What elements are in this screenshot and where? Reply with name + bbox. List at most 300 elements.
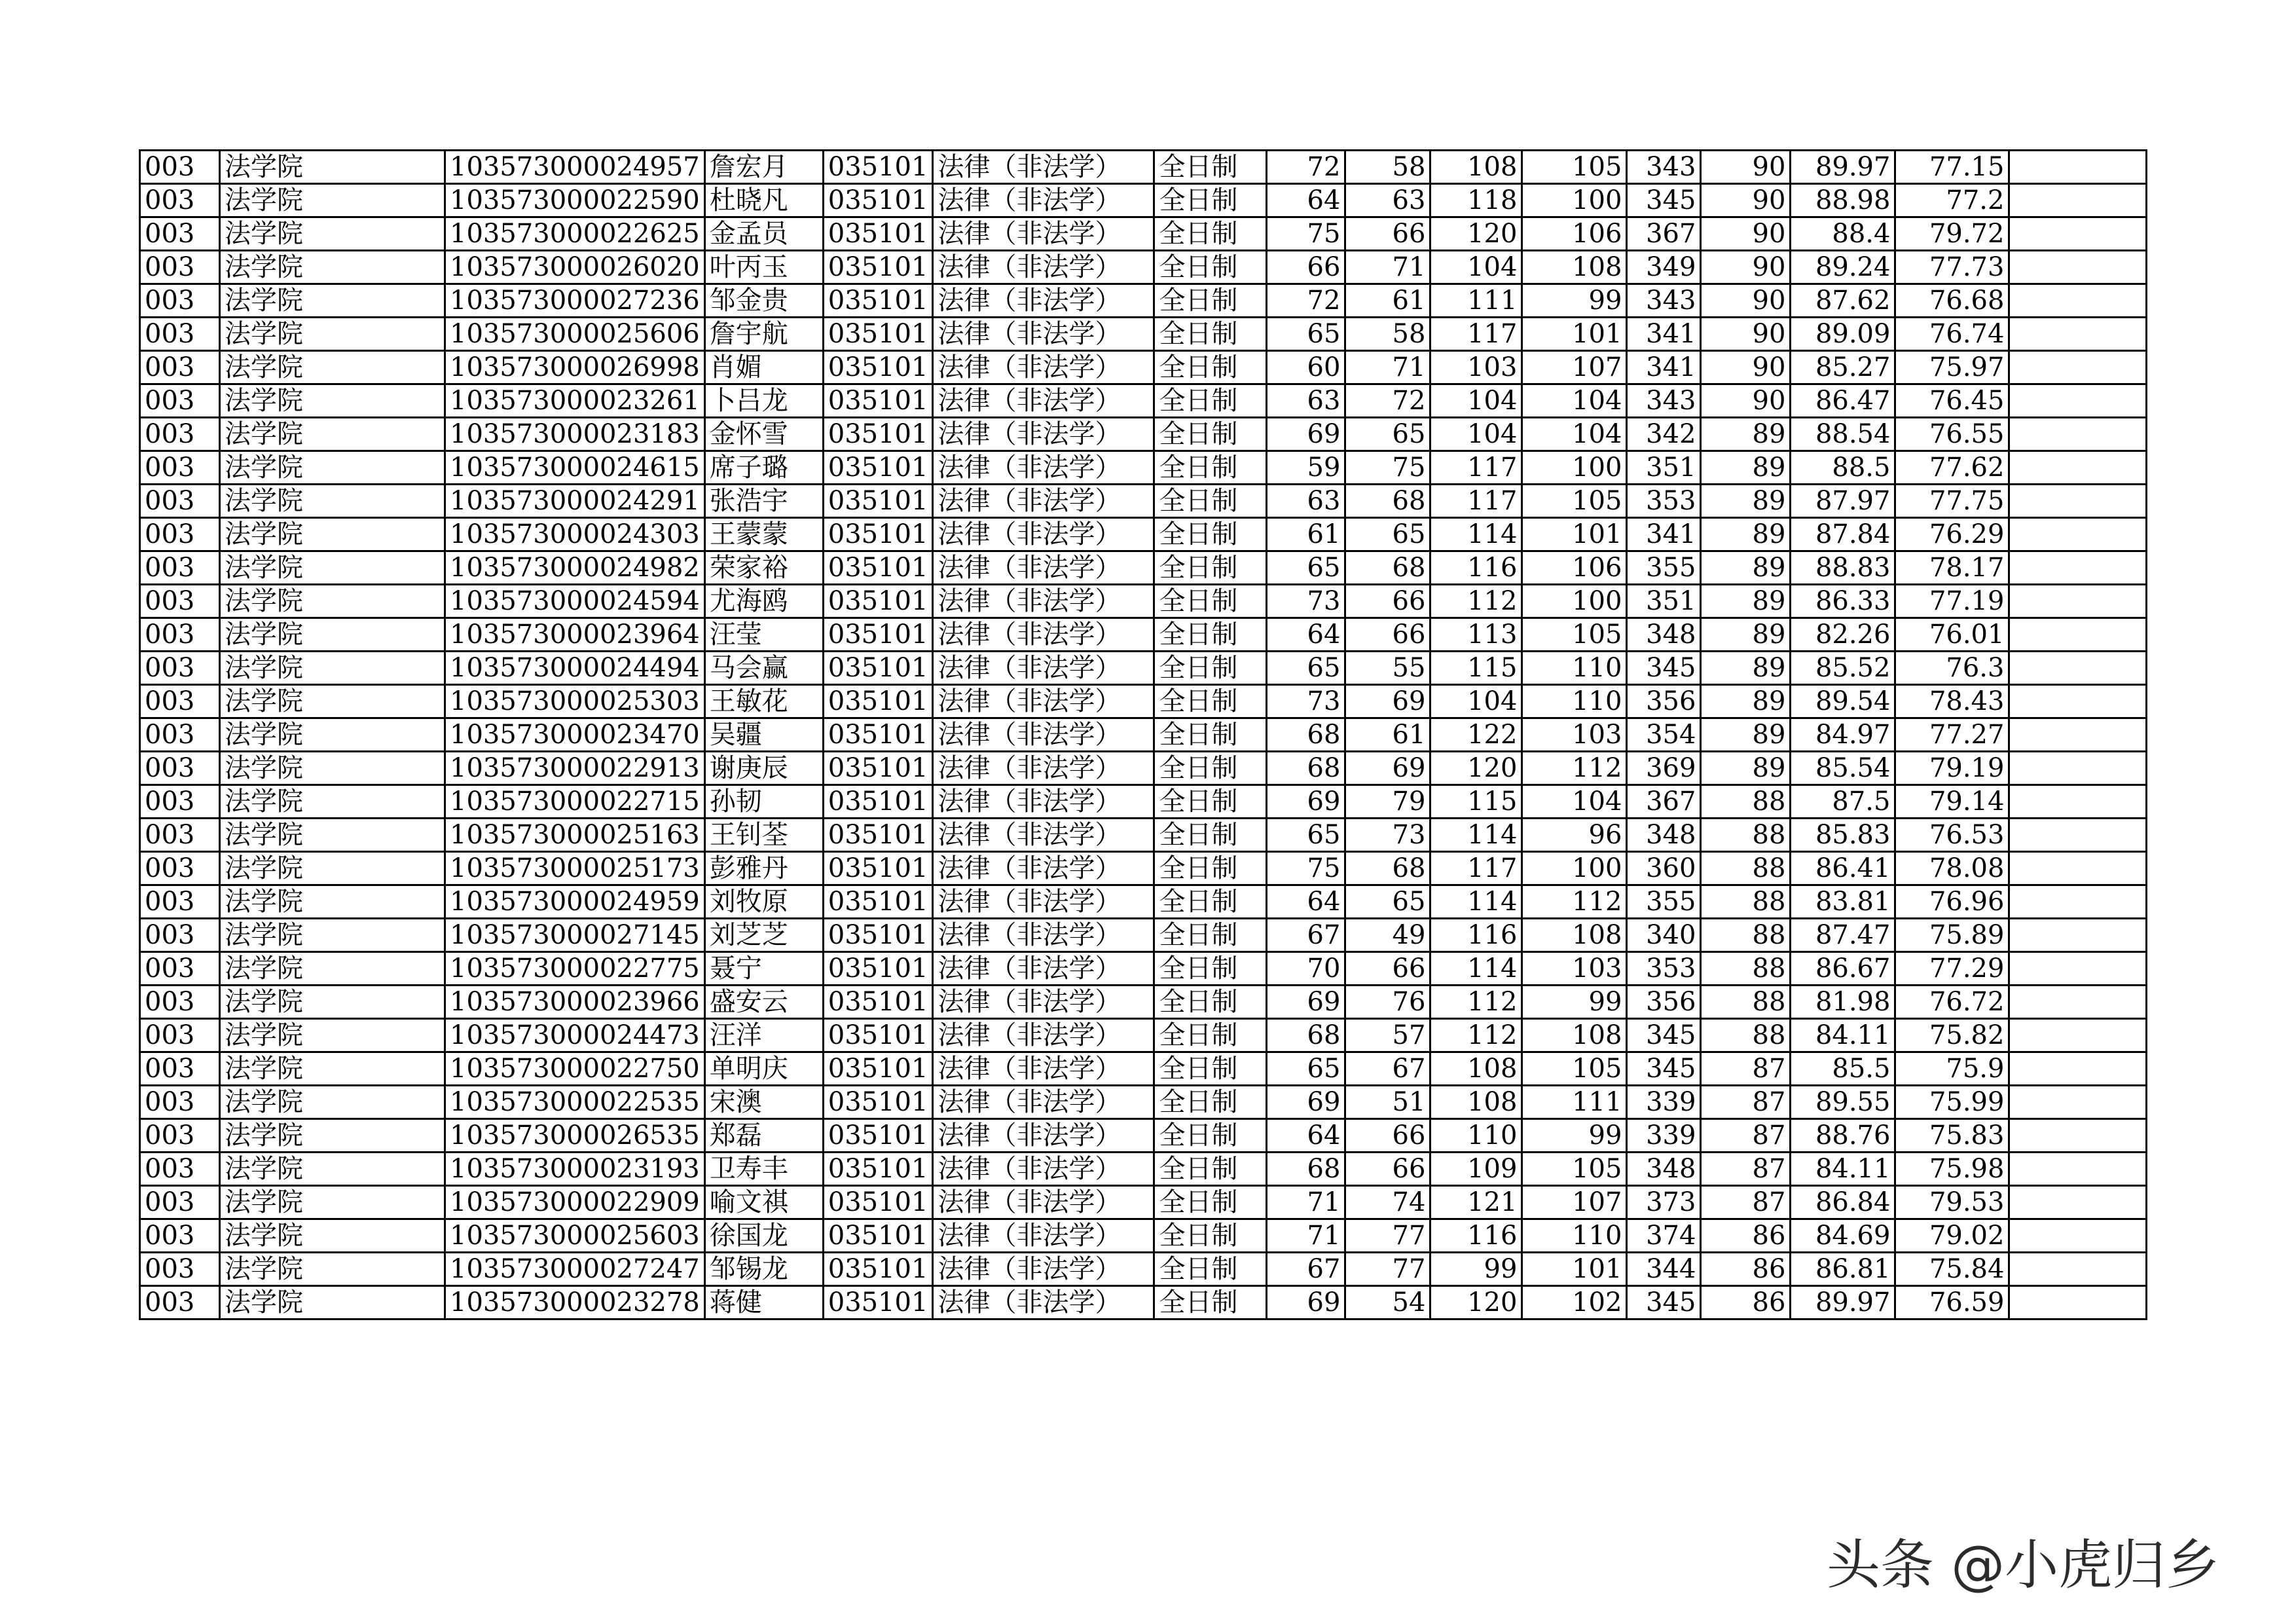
total-score-cell: 353 [1627,952,1701,986]
student-name-cell: 汪洋 [704,1019,823,1052]
final-score-cell: 76.96 [1895,885,2009,919]
retest-score-cell: 88 [1701,852,1791,885]
total-score-cell: 367 [1627,217,1701,251]
score-foreign-language-cell: 58 [1345,318,1430,351]
study-mode-cell: 全日制 [1154,384,1267,418]
table-row [140,585,2147,618]
interview-score-cell: 89.97 [1791,1286,1895,1320]
note-cell [2009,418,2147,451]
major-code-cell: 035101 [823,1219,933,1253]
total-score-cell: 348 [1627,618,1701,652]
score-foreign-language-cell: 65 [1345,418,1430,451]
total-score-cell: 356 [1627,986,1701,1019]
exam-id-cell: 103573000027236 [445,284,705,318]
table-row [140,618,2147,652]
major-name-cell: 法律（非法学） [933,318,1154,351]
retest-score-cell: 88 [1701,1019,1791,1052]
student-name-cell: 邹金贵 [704,284,823,318]
score-foreign-language-cell: 71 [1345,251,1430,284]
interview-score-cell: 85.5 [1791,1052,1895,1086]
major-name-cell: 法律（非法学） [933,1186,1154,1219]
score-politics-cell: 60 [1267,351,1345,384]
college-name-cell: 法学院 [220,618,445,652]
exam-id-cell: 103573000022750 [445,1052,705,1086]
total-score-cell: 374 [1627,1219,1701,1253]
college-code-cell: 003 [140,518,220,551]
college-code-cell: 003 [140,1219,220,1253]
table-row [140,852,2147,885]
total-score-cell: 373 [1627,1186,1701,1219]
score-subject-one-cell: 114 [1430,518,1522,551]
score-subject-two-cell: 101 [1522,1253,1627,1286]
major-name-cell: 法律（非法学） [933,518,1154,551]
score-subject-two-cell: 100 [1522,852,1627,885]
watermark-text: 头条 @小虎归乡 [1827,1534,2220,1596]
score-politics-cell: 69 [1267,1086,1345,1119]
final-score-cell: 76.74 [1895,318,2009,351]
note-cell [2009,585,2147,618]
interview-score-cell: 89.24 [1791,251,1895,284]
student-name-cell: 刘芝芝 [704,919,823,952]
score-foreign-language-cell: 73 [1345,819,1430,852]
table-body [140,151,2147,1320]
exam-id-cell: 103573000023278 [445,1286,705,1320]
major-name-cell: 法律（非法学） [933,251,1154,284]
table-row [140,284,2147,318]
exam-id-cell: 103573000022909 [445,1186,705,1219]
score-subject-one-cell: 108 [1430,1086,1522,1119]
major-name-cell: 法律（非法学） [933,451,1154,485]
score-foreign-language-cell: 74 [1345,1186,1430,1219]
major-name-cell: 法律（非法学） [933,685,1154,718]
major-name-cell: 法律（非法学） [933,1253,1154,1286]
major-name-cell: 法律（非法学） [933,785,1154,819]
table-row [140,485,2147,518]
note-cell [2009,251,2147,284]
major-code-cell: 035101 [823,885,933,919]
score-politics-cell: 68 [1267,1153,1345,1186]
score-subject-one-cell: 104 [1430,384,1522,418]
college-code-cell: 003 [140,1186,220,1219]
student-name-cell: 尤海鸥 [704,585,823,618]
score-foreign-language-cell: 77 [1345,1253,1430,1286]
score-subject-two-cell: 108 [1522,919,1627,952]
score-politics-cell: 69 [1267,785,1345,819]
score-subject-one-cell: 99 [1430,1253,1522,1286]
exam-id-cell: 103573000023183 [445,418,705,451]
score-politics-cell: 75 [1267,852,1345,885]
score-subject-two-cell: 108 [1522,1019,1627,1052]
major-name-cell: 法律（非法学） [933,284,1154,318]
note-cell [2009,718,2147,752]
score-subject-two-cell: 106 [1522,217,1627,251]
total-score-cell: 355 [1627,551,1701,585]
major-name-cell: 法律（非法学） [933,852,1154,885]
final-score-cell: 76.29 [1895,518,2009,551]
major-code-cell: 035101 [823,1286,933,1320]
student-name-cell: 荣家裕 [704,551,823,585]
total-score-cell: 356 [1627,685,1701,718]
retest-score-cell: 87 [1701,1086,1791,1119]
college-name-cell: 法学院 [220,351,445,384]
score-foreign-language-cell: 68 [1345,485,1430,518]
study-mode-cell: 全日制 [1154,785,1267,819]
exam-id-cell: 103573000026998 [445,351,705,384]
college-name-cell: 法学院 [220,1119,445,1153]
score-politics-cell: 65 [1267,819,1345,852]
college-code-cell: 003 [140,685,220,718]
interview-score-cell: 87.84 [1791,518,1895,551]
student-name-cell: 孙韧 [704,785,823,819]
student-name-cell: 詹宏月 [704,151,823,184]
score-politics-cell: 59 [1267,451,1345,485]
total-score-cell: 339 [1627,1086,1701,1119]
student-name-cell: 张浩宇 [704,485,823,518]
major-name-cell: 法律（非法学） [933,986,1154,1019]
note-cell [2009,384,2147,418]
score-politics-cell: 68 [1267,718,1345,752]
college-name-cell: 法学院 [220,1219,445,1253]
note-cell [2009,351,2147,384]
study-mode-cell: 全日制 [1154,919,1267,952]
score-foreign-language-cell: 76 [1345,986,1430,1019]
major-name-cell: 法律（非法学） [933,1153,1154,1186]
score-subject-two-cell: 101 [1522,518,1627,551]
note-cell [2009,151,2147,184]
retest-score-cell: 89 [1701,618,1791,652]
table-row [140,184,2147,217]
note-cell [2009,819,2147,852]
college-code-cell: 003 [140,1119,220,1153]
interview-score-cell: 89.09 [1791,318,1895,351]
note-cell [2009,1019,2147,1052]
student-name-cell: 金孟员 [704,217,823,251]
exam-id-cell: 103573000022775 [445,952,705,986]
college-code-cell: 003 [140,919,220,952]
score-foreign-language-cell: 68 [1345,551,1430,585]
table-row [140,518,2147,551]
study-mode-cell: 全日制 [1154,451,1267,485]
score-foreign-language-cell: 54 [1345,1286,1430,1320]
college-code-cell: 003 [140,151,220,184]
table-row [140,1019,2147,1052]
score-politics-cell: 67 [1267,1253,1345,1286]
exam-id-cell: 103573000022913 [445,752,705,785]
exam-id-cell: 103573000024615 [445,451,705,485]
table-row [140,1086,2147,1119]
interview-score-cell: 89.55 [1791,1086,1895,1119]
college-name-cell: 法学院 [220,1253,445,1286]
college-code-cell: 003 [140,451,220,485]
score-foreign-language-cell: 49 [1345,919,1430,952]
retest-score-cell: 87 [1701,1119,1791,1153]
interview-score-cell: 87.5 [1791,785,1895,819]
final-score-cell: 76.3 [1895,652,2009,685]
total-score-cell: 341 [1627,318,1701,351]
score-foreign-language-cell: 67 [1345,1052,1430,1086]
college-code-cell: 003 [140,986,220,1019]
retest-score-cell: 88 [1701,819,1791,852]
major-name-cell: 法律（非法学） [933,184,1154,217]
retest-score-cell: 87 [1701,1186,1791,1219]
major-code-cell: 035101 [823,1153,933,1186]
exam-id-cell: 103573000024494 [445,652,705,685]
major-name-cell: 法律（非法学） [933,952,1154,986]
college-code-cell: 003 [140,752,220,785]
score-politics-cell: 65 [1267,652,1345,685]
retest-score-cell: 86 [1701,1219,1791,1253]
final-score-cell: 79.19 [1895,752,2009,785]
major-code-cell: 035101 [823,752,933,785]
score-politics-cell: 64 [1267,618,1345,652]
interview-score-cell: 85.83 [1791,819,1895,852]
college-code-cell: 003 [140,1286,220,1320]
major-name-cell: 法律（非法学） [933,351,1154,384]
major-code-cell: 035101 [823,1253,933,1286]
table-row [140,652,2147,685]
score-subject-one-cell: 117 [1430,318,1522,351]
interview-score-cell: 86.41 [1791,852,1895,885]
interview-score-cell: 83.81 [1791,885,1895,919]
retest-score-cell: 90 [1701,251,1791,284]
college-code-cell: 003 [140,952,220,986]
interview-score-cell: 88.83 [1791,551,1895,585]
final-score-cell: 77.27 [1895,718,2009,752]
student-name-cell: 詹宇航 [704,318,823,351]
college-code-cell: 003 [140,1052,220,1086]
study-mode-cell: 全日制 [1154,418,1267,451]
retest-score-cell: 90 [1701,184,1791,217]
total-score-cell: 342 [1627,418,1701,451]
score-foreign-language-cell: 66 [1345,952,1430,986]
major-name-cell: 法律（非法学） [933,819,1154,852]
table-row [140,151,2147,184]
score-politics-cell: 73 [1267,585,1345,618]
score-subject-one-cell: 116 [1430,919,1522,952]
final-score-cell: 77.62 [1895,451,2009,485]
final-score-cell: 77.15 [1895,151,2009,184]
interview-score-cell: 84.69 [1791,1219,1895,1253]
note-cell [2009,1286,2147,1320]
study-mode-cell: 全日制 [1154,518,1267,551]
retest-score-cell: 89 [1701,418,1791,451]
study-mode-cell: 全日制 [1154,1086,1267,1119]
final-score-cell: 75.97 [1895,351,2009,384]
note-cell [2009,986,2147,1019]
major-code-cell: 035101 [823,952,933,986]
major-code-cell: 035101 [823,785,933,819]
study-mode-cell: 全日制 [1154,151,1267,184]
major-code-cell: 035101 [823,1119,933,1153]
retest-score-cell: 90 [1701,151,1791,184]
score-subject-one-cell: 117 [1430,451,1522,485]
score-subject-one-cell: 112 [1430,986,1522,1019]
student-name-cell: 卫寿丰 [704,1153,823,1186]
final-score-cell: 76.45 [1895,384,2009,418]
score-foreign-language-cell: 68 [1345,852,1430,885]
table-row [140,451,2147,485]
college-name-cell: 法学院 [220,952,445,986]
major-code-cell: 035101 [823,251,933,284]
score-politics-cell: 65 [1267,1052,1345,1086]
major-name-cell: 法律（非法学） [933,718,1154,752]
score-politics-cell: 61 [1267,518,1345,551]
college-name-cell: 法学院 [220,585,445,618]
final-score-cell: 77.73 [1895,251,2009,284]
major-code-cell: 035101 [823,485,933,518]
major-code-cell: 035101 [823,384,933,418]
note-cell [2009,785,2147,819]
score-foreign-language-cell: 69 [1345,752,1430,785]
student-name-cell: 谢庚辰 [704,752,823,785]
college-name-cell: 法学院 [220,184,445,217]
score-subject-one-cell: 108 [1430,1052,1522,1086]
major-code-cell: 035101 [823,852,933,885]
college-code-cell: 003 [140,384,220,418]
score-subject-one-cell: 112 [1430,585,1522,618]
score-politics-cell: 72 [1267,284,1345,318]
retest-score-cell: 90 [1701,318,1791,351]
score-subject-one-cell: 114 [1430,819,1522,852]
note-cell [2009,318,2147,351]
exam-id-cell: 103573000025606 [445,318,705,351]
score-subject-two-cell: 110 [1522,685,1627,718]
major-code-cell: 035101 [823,217,933,251]
college-name-cell: 法学院 [220,151,445,184]
major-name-cell: 法律（非法学） [933,752,1154,785]
total-score-cell: 345 [1627,1019,1701,1052]
college-name-cell: 法学院 [220,284,445,318]
score-table [139,149,2147,1320]
note-cell [2009,1219,2147,1253]
final-score-cell: 76.68 [1895,284,2009,318]
score-subject-one-cell: 115 [1430,652,1522,685]
college-code-cell: 003 [140,217,220,251]
student-name-cell: 宋澳 [704,1086,823,1119]
retest-score-cell: 87 [1701,1052,1791,1086]
student-name-cell: 徐国龙 [704,1219,823,1253]
exam-id-cell: 103573000026020 [445,251,705,284]
total-score-cell: 345 [1627,652,1701,685]
final-score-cell: 78.17 [1895,551,2009,585]
retest-score-cell: 89 [1701,752,1791,785]
study-mode-cell: 全日制 [1154,1286,1267,1320]
retest-score-cell: 90 [1701,284,1791,318]
college-name-cell: 法学院 [220,451,445,485]
major-name-cell: 法律（非法学） [933,551,1154,585]
score-politics-cell: 71 [1267,1186,1345,1219]
score-subject-two-cell: 105 [1522,618,1627,652]
score-subject-one-cell: 118 [1430,184,1522,217]
table-row [140,318,2147,351]
total-score-cell: 345 [1627,1052,1701,1086]
score-subject-one-cell: 109 [1430,1153,1522,1186]
score-foreign-language-cell: 58 [1345,151,1430,184]
score-subject-one-cell: 113 [1430,618,1522,652]
study-mode-cell: 全日制 [1154,251,1267,284]
retest-score-cell: 88 [1701,885,1791,919]
note-cell [2009,1119,2147,1153]
study-mode-cell: 全日制 [1154,752,1267,785]
final-score-cell: 79.53 [1895,1186,2009,1219]
total-score-cell: 345 [1627,184,1701,217]
total-score-cell: 348 [1627,819,1701,852]
score-subject-two-cell: 112 [1522,752,1627,785]
exam-id-cell: 103573000024959 [445,885,705,919]
retest-score-cell: 88 [1701,785,1791,819]
score-subject-two-cell: 110 [1522,652,1627,685]
interview-score-cell: 89.97 [1791,151,1895,184]
college-name-cell: 法学院 [220,384,445,418]
score-subject-one-cell: 116 [1430,551,1522,585]
interview-score-cell: 84.11 [1791,1019,1895,1052]
student-name-cell: 单明庆 [704,1052,823,1086]
major-code-cell: 035101 [823,618,933,652]
college-name-cell: 法学院 [220,718,445,752]
major-code-cell: 035101 [823,685,933,718]
exam-id-cell: 103573000024473 [445,1019,705,1052]
table-row [140,351,2147,384]
final-score-cell: 77.2 [1895,184,2009,217]
score-foreign-language-cell: 66 [1345,1153,1430,1186]
interview-score-cell: 87.97 [1791,485,1895,518]
college-name-cell: 法学院 [220,251,445,284]
study-mode-cell: 全日制 [1154,351,1267,384]
final-score-cell: 75.98 [1895,1153,2009,1186]
note-cell [2009,1153,2147,1186]
score-subject-two-cell: 104 [1522,384,1627,418]
table-row [140,551,2147,585]
final-score-cell: 76.53 [1895,819,2009,852]
retest-score-cell: 89 [1701,518,1791,551]
score-politics-cell: 66 [1267,251,1345,284]
score-politics-cell: 70 [1267,952,1345,986]
final-score-cell: 79.14 [1895,785,2009,819]
retest-score-cell: 87 [1701,1153,1791,1186]
note-cell [2009,518,2147,551]
major-name-cell: 法律（非法学） [933,919,1154,952]
study-mode-cell: 全日制 [1154,885,1267,919]
score-politics-cell: 67 [1267,919,1345,952]
exam-id-cell: 103573000022715 [445,785,705,819]
score-subject-one-cell: 117 [1430,852,1522,885]
college-code-cell: 003 [140,1153,220,1186]
score-subject-one-cell: 121 [1430,1186,1522,1219]
major-code-cell: 035101 [823,1086,933,1119]
table-row [140,952,2147,986]
major-code-cell: 035101 [823,184,933,217]
table-row [140,1052,2147,1086]
note-cell [2009,685,2147,718]
score-subject-one-cell: 115 [1430,785,1522,819]
study-mode-cell: 全日制 [1154,652,1267,685]
retest-score-cell: 88 [1701,986,1791,1019]
score-foreign-language-cell: 65 [1345,885,1430,919]
retest-score-cell: 89 [1701,551,1791,585]
total-score-cell: 349 [1627,251,1701,284]
score-subject-one-cell: 104 [1430,418,1522,451]
note-cell [2009,1186,2147,1219]
college-code-cell: 003 [140,284,220,318]
score-foreign-language-cell: 79 [1345,785,1430,819]
major-code-cell: 035101 [823,585,933,618]
exam-id-cell: 103573000024594 [445,585,705,618]
exam-id-cell: 103573000024982 [445,551,705,585]
score-subject-one-cell: 117 [1430,485,1522,518]
interview-score-cell: 82.26 [1791,618,1895,652]
college-name-cell: 法学院 [220,852,445,885]
exam-id-cell: 103573000022590 [445,184,705,217]
